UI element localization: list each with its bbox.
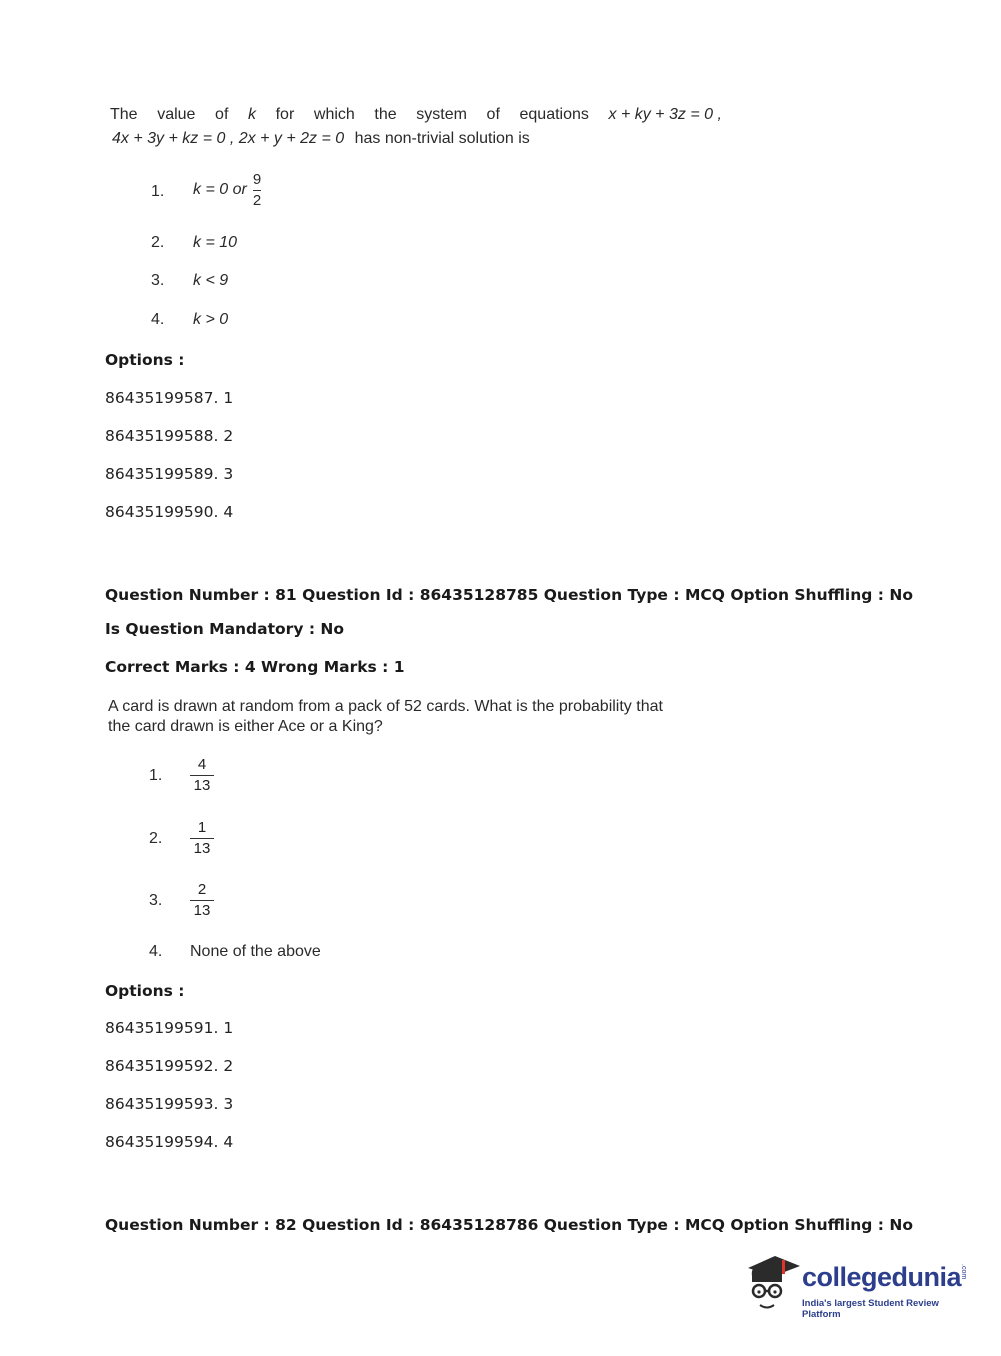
word: The xyxy=(110,106,138,123)
word: for xyxy=(275,106,295,123)
option-id: 86435199588. 2 xyxy=(105,427,234,445)
choice-number: 4. xyxy=(149,943,163,960)
choice-number: 3. xyxy=(149,892,163,909)
question-82-header: Question Number : 82 Question Id : 86435128786 Question Type : MCQ Option Shuffling : No xyxy=(105,1216,913,1234)
question-81-text-line2: the card drawn is either Ace or a King? xyxy=(108,718,383,735)
choice-number: 1. xyxy=(151,183,165,200)
word: value xyxy=(157,106,196,123)
fraction xyxy=(190,757,214,794)
choice-expr: k < 9 xyxy=(193,272,229,289)
fraction-bar xyxy=(190,900,214,901)
fraction-denominator: 2 xyxy=(252,191,262,209)
fraction-bar xyxy=(190,775,214,776)
option-id: 86435199594. 4 xyxy=(105,1133,234,1151)
options-label: Options : xyxy=(105,982,185,1000)
fraction-bar xyxy=(253,190,261,191)
text-tail: has non-trivial solution is xyxy=(354,130,530,147)
question-80-text-line1 xyxy=(110,106,722,124)
word: which xyxy=(313,106,355,123)
options-label: Options : xyxy=(105,351,185,369)
choice-number: 4. xyxy=(151,311,165,328)
choice-text xyxy=(193,172,261,209)
choice-text: None of the above xyxy=(190,943,321,960)
word: of xyxy=(486,106,500,123)
question-81-header: Question Number : 81 Question Id : 86435128785 Question Type : MCQ Option Shuffling : No xyxy=(105,586,913,604)
logo-tagline: India's largest Student Review Platform xyxy=(802,1298,939,1320)
fraction-denominator: 13 xyxy=(193,839,211,857)
option-id: 86435199593. 3 xyxy=(105,1095,234,1113)
choice-number: 2. xyxy=(151,234,165,251)
option-id: 86435199591. 1 xyxy=(105,1019,234,1037)
brand-name: collegedunia xyxy=(802,1262,962,1292)
fraction-numerator: 2 xyxy=(197,881,207,898)
fraction-bar xyxy=(190,838,214,839)
fraction-denominator: 13 xyxy=(193,776,211,794)
equation-1: x + ky + 3z = 0 , xyxy=(608,106,722,123)
choice-number: 2. xyxy=(149,830,163,847)
option-id: 86435199589. 3 xyxy=(105,465,234,483)
collegedunia-logo xyxy=(742,1250,972,1320)
logo-com: .com xyxy=(960,1264,967,1280)
option-id: 86435199587. 1 xyxy=(105,389,234,407)
choice-expr: k = 0 or xyxy=(193,181,247,199)
equations-2-3: 4x + 3y + kz = 0 , 2x + y + 2z = 0 xyxy=(112,130,345,147)
choice-number: 3. xyxy=(151,272,165,289)
fraction-numerator: 1 xyxy=(197,819,207,836)
question-81-text-line1: A card is drawn at random from a pack of 52 cards. What is the probability that xyxy=(108,698,663,715)
fraction-denominator: 13 xyxy=(193,901,211,919)
option-id: 86435199592. 2 xyxy=(105,1057,234,1075)
word: the xyxy=(374,106,397,123)
choice-number: 1. xyxy=(149,767,163,784)
fraction xyxy=(253,172,261,209)
mascot-icon xyxy=(742,1250,804,1316)
word: equations xyxy=(519,106,589,123)
fraction-numerator: 9 xyxy=(252,171,262,188)
choice-expr: k = 10 xyxy=(193,234,238,251)
fraction-numerator: 4 xyxy=(197,756,207,773)
fraction xyxy=(190,820,214,857)
word: of xyxy=(215,106,229,123)
logo-brand xyxy=(802,1262,961,1293)
word: k xyxy=(248,106,256,123)
option-id: 86435199590. 4 xyxy=(105,503,234,521)
choice-expr: k > 0 xyxy=(193,311,229,328)
word: system xyxy=(416,106,467,123)
fraction xyxy=(190,882,214,919)
question-80-text-line2 xyxy=(112,130,530,148)
question-81-mandatory: Is Question Mandatory : No xyxy=(105,620,345,638)
question-81-marks: Correct Marks : 4 Wrong Marks : 1 xyxy=(105,658,405,676)
